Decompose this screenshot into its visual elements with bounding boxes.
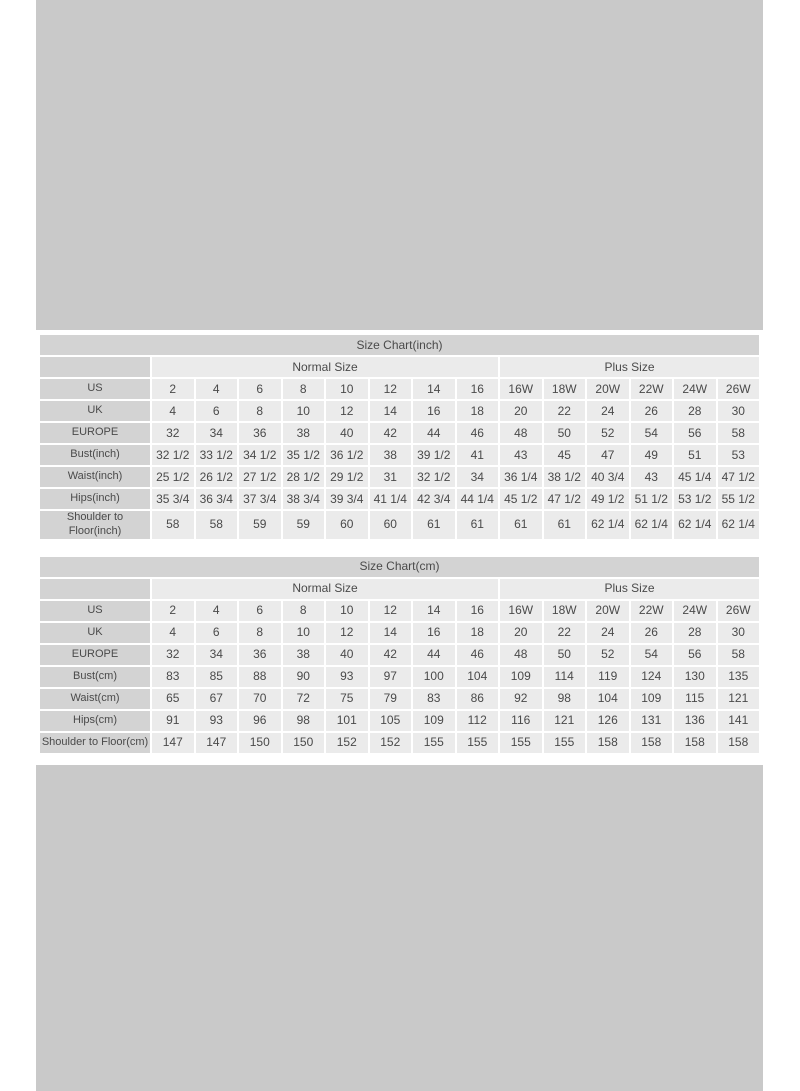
size-value-cell: 60 [326, 511, 368, 539]
size-value-cell: 42 [370, 645, 412, 665]
size-value-cell: 86 [457, 689, 499, 709]
size-value-cell: 35 1/2 [283, 445, 325, 465]
row-label: Waist(inch) [40, 467, 150, 487]
size-value-cell: 38 [283, 645, 325, 665]
size-value-cell: 10 [283, 401, 325, 421]
size-value-cell: 2 [152, 379, 194, 399]
size-value-cell: 28 [674, 401, 716, 421]
size-value-cell: 158 [718, 733, 760, 753]
row-label: US [40, 379, 150, 399]
size-chart-section [36, 330, 763, 765]
row-label: Hips(cm) [40, 711, 150, 731]
size-value-cell: 39 1/2 [413, 445, 455, 465]
size-value-cell: 51 [674, 445, 716, 465]
size-value-cell: 8 [239, 623, 281, 643]
size-value-cell: 88 [239, 667, 281, 687]
size-value-cell: 47 [587, 445, 629, 465]
size-value-cell: 32 1/2 [152, 445, 194, 465]
size-value-cell: 42 3/4 [413, 489, 455, 509]
row-label: Bust(cm) [40, 667, 150, 687]
size-value-cell: 24 [587, 401, 629, 421]
size-value-cell: 53 [718, 445, 760, 465]
size-chart-title: Size Chart(cm) [40, 557, 759, 577]
size-value-cell: 37 3/4 [239, 489, 281, 509]
size-value-cell: 62 1/4 [587, 511, 629, 539]
size-value-cell: 4 [152, 623, 194, 643]
size-value-cell: 45 [544, 445, 586, 465]
size-value-cell: 36 1/4 [500, 467, 542, 487]
size-value-cell: 16 [457, 601, 499, 621]
row-label: EUROPE [40, 423, 150, 443]
size-value-cell: 44 [413, 645, 455, 665]
size-value-cell: 85 [196, 667, 238, 687]
size-value-cell: 44 1/4 [457, 489, 499, 509]
size-value-cell: 104 [587, 689, 629, 709]
size-value-cell: 155 [544, 733, 586, 753]
size-value-cell: 22W [631, 379, 673, 399]
size-value-cell: 31 [370, 467, 412, 487]
size-value-cell: 136 [674, 711, 716, 731]
size-value-cell: 36 1/2 [326, 445, 368, 465]
size-value-cell: 26 [631, 623, 673, 643]
size-value-cell: 44 [413, 423, 455, 443]
size-value-cell: 6 [196, 623, 238, 643]
size-value-cell: 8 [283, 379, 325, 399]
size-value-cell: 14 [370, 623, 412, 643]
size-value-cell: 12 [370, 379, 412, 399]
size-value-cell: 22W [631, 601, 673, 621]
size-value-cell: 16W [500, 379, 542, 399]
size-value-cell: 10 [326, 601, 368, 621]
corner-empty-cell [40, 579, 150, 599]
size-value-cell: 8 [239, 401, 281, 421]
size-value-cell: 16 [457, 379, 499, 399]
size-value-cell: 158 [587, 733, 629, 753]
size-value-cell: 121 [544, 711, 586, 731]
size-chart-cm-table [38, 555, 761, 755]
table-row [40, 667, 759, 687]
size-value-cell: 150 [283, 733, 325, 753]
size-value-cell: 26 [631, 401, 673, 421]
size-value-cell: 36 3/4 [196, 489, 238, 509]
size-value-cell: 54 [631, 645, 673, 665]
size-value-cell: 97 [370, 667, 412, 687]
size-value-cell: 130 [674, 667, 716, 687]
size-value-cell: 155 [500, 733, 542, 753]
corner-empty-cell [40, 357, 150, 377]
size-value-cell: 112 [457, 711, 499, 731]
size-value-cell: 38 3/4 [283, 489, 325, 509]
size-value-cell: 109 [631, 689, 673, 709]
size-value-cell: 54 [631, 423, 673, 443]
size-value-cell: 40 [326, 645, 368, 665]
size-value-cell: 16 [413, 401, 455, 421]
size-value-cell: 67 [196, 689, 238, 709]
table-row [40, 489, 759, 509]
size-value-cell: 147 [152, 733, 194, 753]
size-value-cell: 20 [500, 401, 542, 421]
size-value-cell: 38 [283, 423, 325, 443]
size-value-cell: 33 1/2 [196, 445, 238, 465]
group-header-normal-size: Normal Size [152, 357, 498, 377]
size-value-cell: 92 [500, 689, 542, 709]
group-header-normal-size: Normal Size [152, 579, 498, 599]
size-value-cell: 62 1/4 [718, 511, 760, 539]
size-value-cell: 30 [718, 401, 760, 421]
size-value-cell: 58 [718, 645, 760, 665]
size-value-cell: 60 [370, 511, 412, 539]
size-value-cell: 32 [152, 423, 194, 443]
size-value-cell: 20 [500, 623, 542, 643]
size-value-cell: 116 [500, 711, 542, 731]
size-value-cell: 45 1/2 [500, 489, 542, 509]
size-value-cell: 36 [239, 423, 281, 443]
row-label: Shoulder to Floor(inch) [40, 511, 150, 539]
size-value-cell: 61 [544, 511, 586, 539]
size-value-cell: 50 [544, 645, 586, 665]
size-value-cell: 48 [500, 423, 542, 443]
table-row [40, 711, 759, 731]
size-value-cell: 43 [500, 445, 542, 465]
size-value-cell: 18W [544, 379, 586, 399]
size-value-cell: 52 [587, 423, 629, 443]
size-value-cell: 46 [457, 423, 499, 443]
size-chart-title: Size Chart(inch) [40, 335, 759, 355]
row-label: UK [40, 623, 150, 643]
size-value-cell: 46 [457, 645, 499, 665]
table-row [40, 623, 759, 643]
size-value-cell: 109 [413, 711, 455, 731]
size-value-cell: 24 [587, 623, 629, 643]
table-row [40, 401, 759, 421]
size-value-cell: 4 [196, 601, 238, 621]
size-value-cell: 25 1/2 [152, 467, 194, 487]
size-value-cell: 98 [283, 711, 325, 731]
size-value-cell: 26W [718, 379, 760, 399]
size-value-cell: 38 [370, 445, 412, 465]
size-value-cell: 6 [239, 601, 281, 621]
size-value-cell: 22 [544, 401, 586, 421]
size-value-cell: 158 [674, 733, 716, 753]
size-value-cell: 61 [457, 511, 499, 539]
size-value-cell: 12 [326, 623, 368, 643]
size-value-cell: 150 [239, 733, 281, 753]
size-value-cell: 52 [587, 645, 629, 665]
size-value-cell: 98 [544, 689, 586, 709]
size-value-cell: 32 [152, 645, 194, 665]
size-value-cell: 18 [457, 623, 499, 643]
size-value-cell: 47 1/2 [544, 489, 586, 509]
size-value-cell: 20W [587, 601, 629, 621]
size-value-cell: 34 [196, 423, 238, 443]
size-value-cell: 14 [413, 379, 455, 399]
size-value-cell: 40 [326, 423, 368, 443]
size-value-cell: 10 [283, 623, 325, 643]
size-value-cell: 135 [718, 667, 760, 687]
size-value-cell: 104 [457, 667, 499, 687]
size-value-cell: 115 [674, 689, 716, 709]
table-row [40, 423, 759, 443]
size-value-cell: 18W [544, 601, 586, 621]
size-value-cell: 26W [718, 601, 760, 621]
size-value-cell: 152 [326, 733, 368, 753]
size-value-cell: 34 [457, 467, 499, 487]
size-value-cell: 34 [196, 645, 238, 665]
size-value-cell: 41 [457, 445, 499, 465]
row-label: Bust(inch) [40, 445, 150, 465]
size-value-cell: 58 [196, 511, 238, 539]
size-value-cell: 56 [674, 423, 716, 443]
size-value-cell: 47 1/2 [718, 467, 760, 487]
size-value-cell: 42 [370, 423, 412, 443]
group-header-plus-size: Plus Size [500, 357, 759, 377]
size-value-cell: 65 [152, 689, 194, 709]
size-value-cell: 72 [283, 689, 325, 709]
size-value-cell: 141 [718, 711, 760, 731]
size-value-cell: 59 [239, 511, 281, 539]
size-value-cell: 2 [152, 601, 194, 621]
table-row [40, 445, 759, 465]
size-value-cell: 14 [370, 401, 412, 421]
size-value-cell: 41 1/4 [370, 489, 412, 509]
row-label: Waist(cm) [40, 689, 150, 709]
size-value-cell: 51 1/2 [631, 489, 673, 509]
size-value-cell: 90 [283, 667, 325, 687]
group-header-plus-size: Plus Size [500, 579, 759, 599]
size-value-cell: 27 1/2 [239, 467, 281, 487]
size-value-cell: 147 [196, 733, 238, 753]
size-value-cell: 18 [457, 401, 499, 421]
row-label: EUROPE [40, 645, 150, 665]
size-value-cell: 124 [631, 667, 673, 687]
size-value-cell: 24W [674, 379, 716, 399]
size-value-cell: 22 [544, 623, 586, 643]
size-value-cell: 126 [587, 711, 629, 731]
size-value-cell: 83 [413, 689, 455, 709]
size-value-cell: 50 [544, 423, 586, 443]
size-value-cell: 28 [674, 623, 716, 643]
size-value-cell: 43 [631, 467, 673, 487]
gray-image-panel [36, 0, 763, 1091]
size-value-cell: 14 [413, 601, 455, 621]
size-value-cell: 4 [196, 379, 238, 399]
size-value-cell: 131 [631, 711, 673, 731]
table-row [40, 467, 759, 487]
size-value-cell: 61 [413, 511, 455, 539]
size-value-cell: 30 [718, 623, 760, 643]
table-row [40, 601, 759, 621]
size-value-cell: 100 [413, 667, 455, 687]
size-value-cell: 96 [239, 711, 281, 731]
size-value-cell: 55 1/2 [718, 489, 760, 509]
size-value-cell: 119 [587, 667, 629, 687]
size-value-cell: 121 [718, 689, 760, 709]
size-value-cell: 91 [152, 711, 194, 731]
size-value-cell: 26 1/2 [196, 467, 238, 487]
size-value-cell: 28 1/2 [283, 467, 325, 487]
size-value-cell: 62 1/4 [631, 511, 673, 539]
size-value-cell: 79 [370, 689, 412, 709]
size-value-cell: 32 1/2 [413, 467, 455, 487]
size-value-cell: 53 1/2 [674, 489, 716, 509]
size-value-cell: 93 [326, 667, 368, 687]
size-value-cell: 59 [283, 511, 325, 539]
size-value-cell: 20W [587, 379, 629, 399]
size-value-cell: 114 [544, 667, 586, 687]
size-value-cell: 6 [196, 401, 238, 421]
size-value-cell: 70 [239, 689, 281, 709]
size-value-cell: 58 [718, 423, 760, 443]
row-label: Shoulder to Floor(cm) [40, 733, 150, 753]
size-value-cell: 45 1/4 [674, 467, 716, 487]
row-label: US [40, 601, 150, 621]
size-value-cell: 48 [500, 645, 542, 665]
size-chart-inch-table [38, 333, 761, 541]
size-value-cell: 34 1/2 [239, 445, 281, 465]
size-value-cell: 62 1/4 [674, 511, 716, 539]
size-value-cell: 8 [283, 601, 325, 621]
size-value-cell: 4 [152, 401, 194, 421]
size-value-cell: 83 [152, 667, 194, 687]
size-value-cell: 61 [500, 511, 542, 539]
size-value-cell: 39 3/4 [326, 489, 368, 509]
size-value-cell: 155 [457, 733, 499, 753]
size-value-cell: 49 1/2 [587, 489, 629, 509]
size-value-cell: 58 [152, 511, 194, 539]
size-value-cell: 24W [674, 601, 716, 621]
size-value-cell: 12 [370, 601, 412, 621]
size-value-cell: 36 [239, 645, 281, 665]
size-value-cell: 152 [370, 733, 412, 753]
size-value-cell: 38 1/2 [544, 467, 586, 487]
size-value-cell: 49 [631, 445, 673, 465]
size-value-cell: 93 [196, 711, 238, 731]
size-value-cell: 10 [326, 379, 368, 399]
size-value-cell: 29 1/2 [326, 467, 368, 487]
size-value-cell: 56 [674, 645, 716, 665]
size-value-cell: 40 3/4 [587, 467, 629, 487]
size-value-cell: 35 3/4 [152, 489, 194, 509]
table-row [40, 689, 759, 709]
size-value-cell: 109 [500, 667, 542, 687]
size-value-cell: 6 [239, 379, 281, 399]
size-value-cell: 75 [326, 689, 368, 709]
table-row [40, 645, 759, 665]
size-value-cell: 16 [413, 623, 455, 643]
table-row [40, 511, 759, 539]
size-value-cell: 155 [413, 733, 455, 753]
row-label: Hips(inch) [40, 489, 150, 509]
size-value-cell: 12 [326, 401, 368, 421]
table-row [40, 733, 759, 753]
size-value-cell: 101 [326, 711, 368, 731]
size-value-cell: 105 [370, 711, 412, 731]
row-label: UK [40, 401, 150, 421]
size-value-cell: 158 [631, 733, 673, 753]
table-row [40, 379, 759, 399]
size-value-cell: 16W [500, 601, 542, 621]
